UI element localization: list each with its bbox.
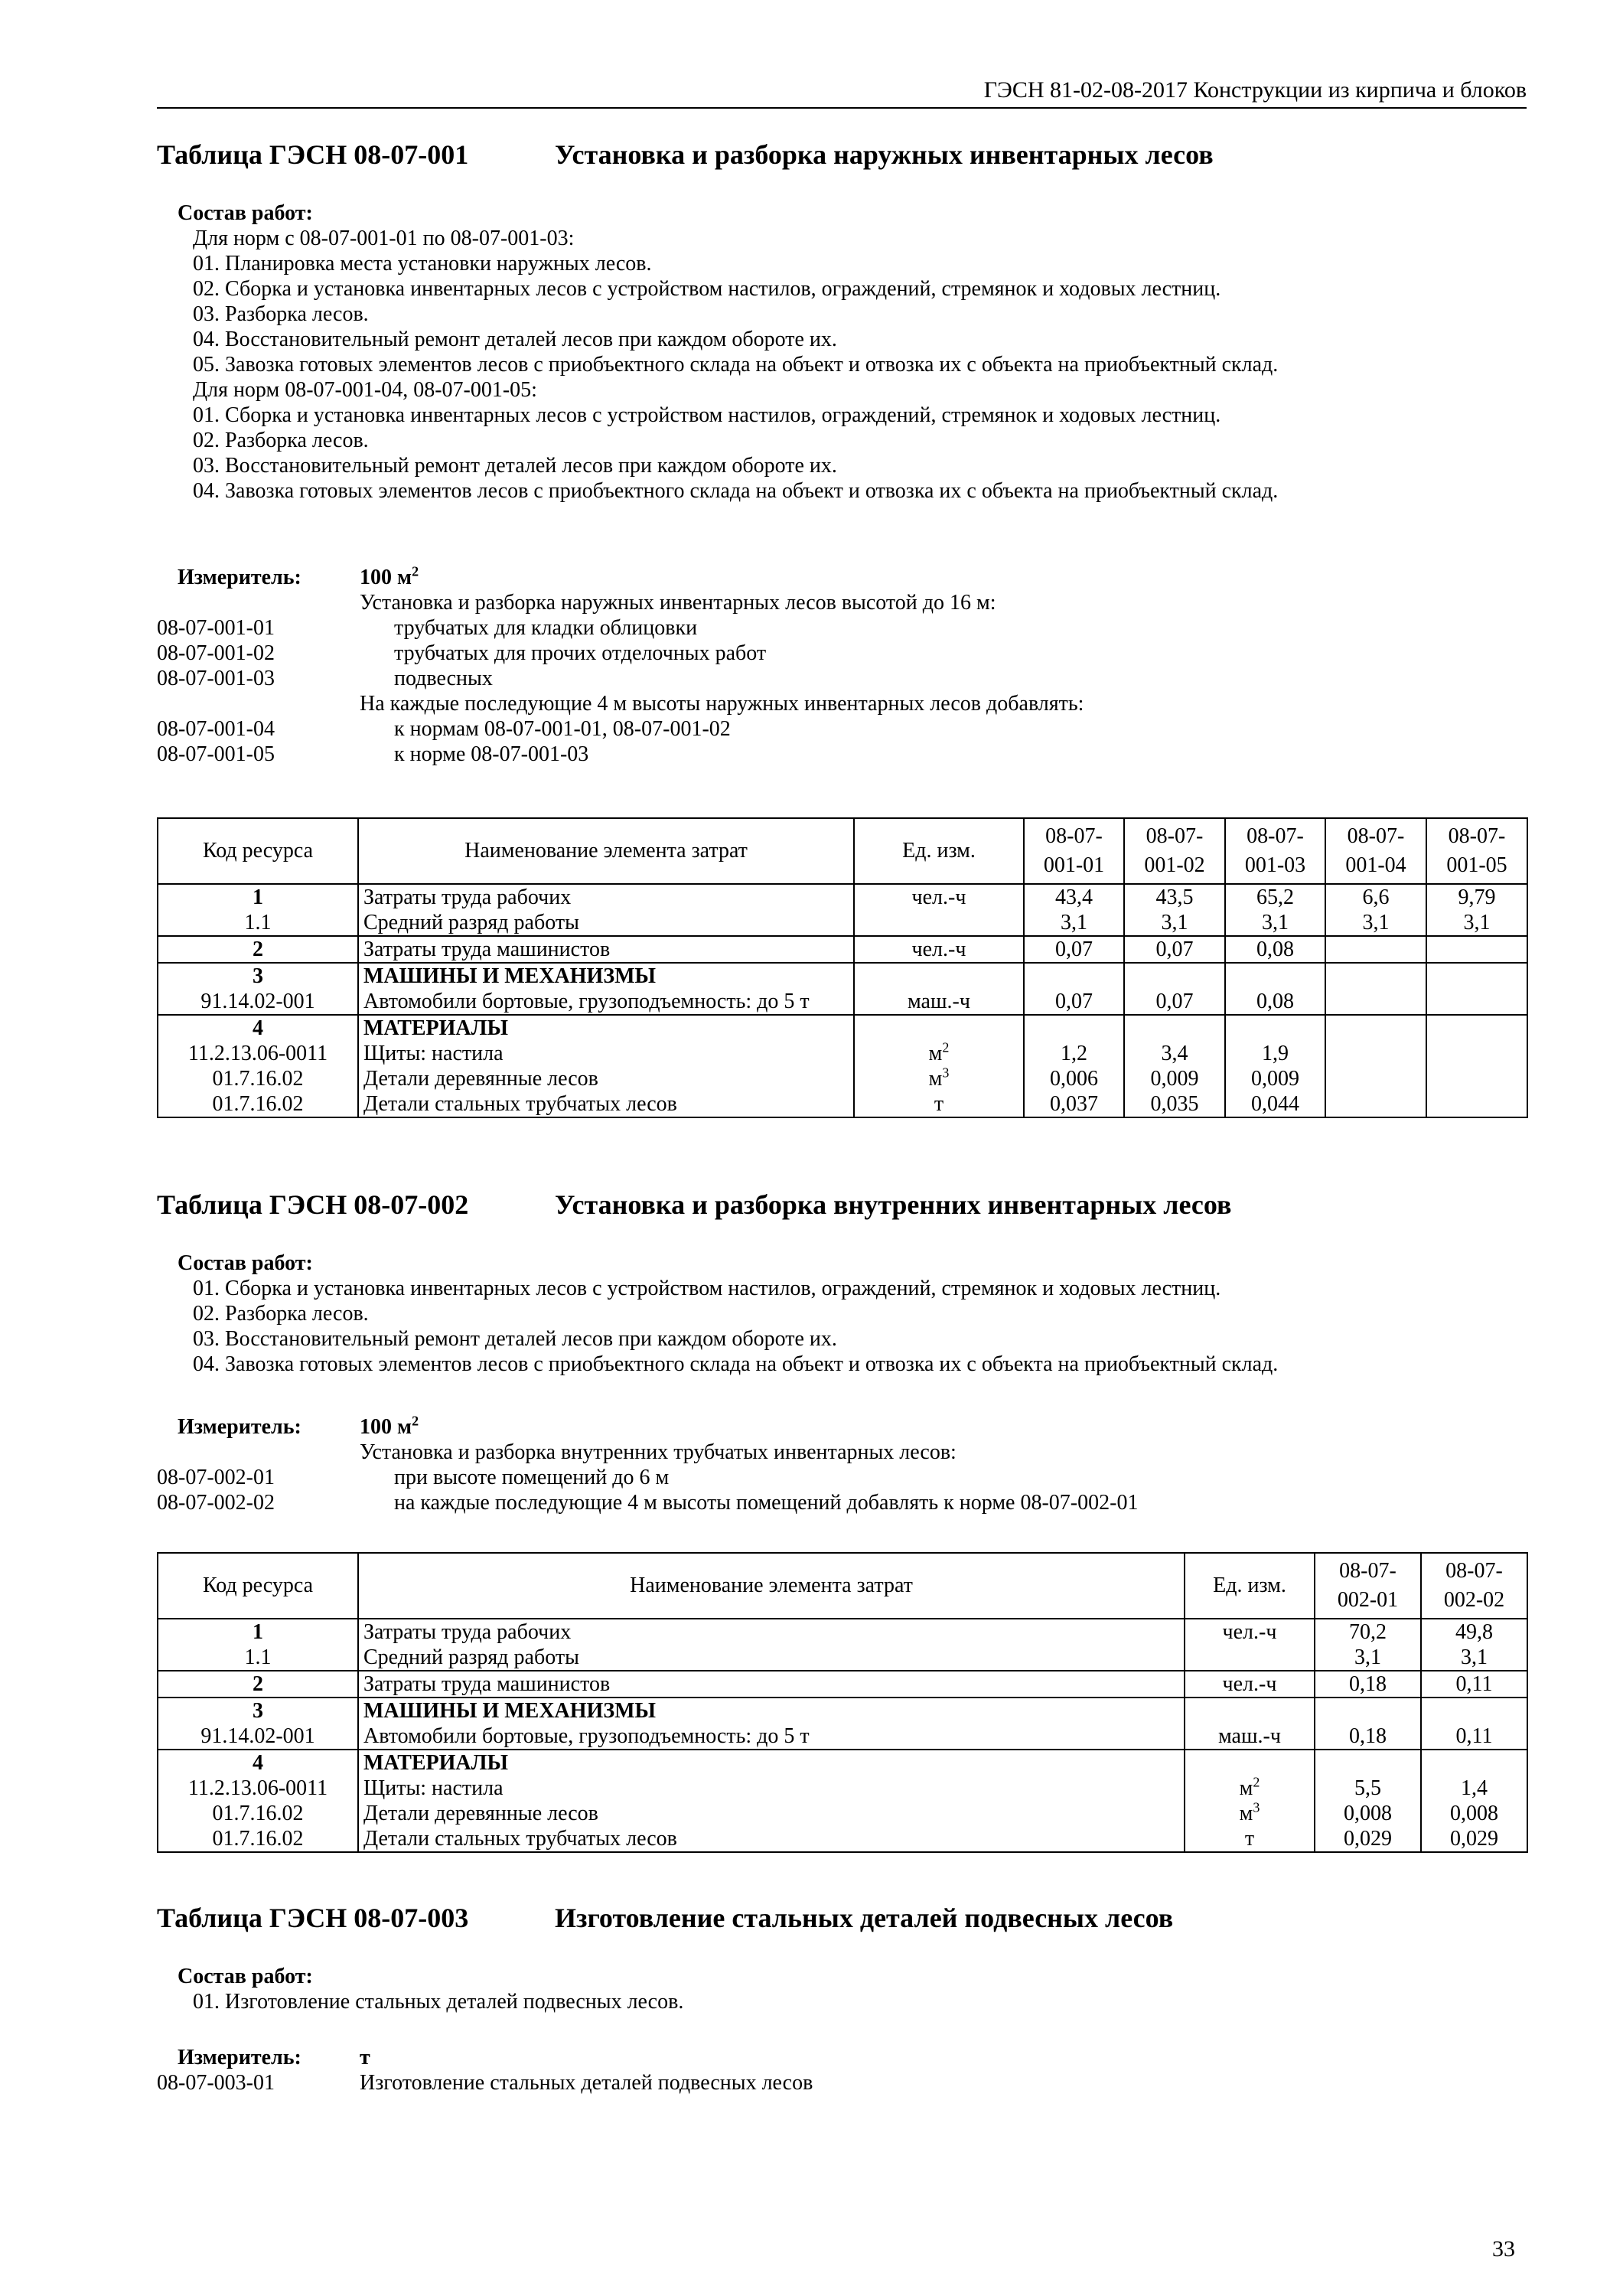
norm-row xyxy=(157,666,1527,691)
norm-code xyxy=(157,590,360,615)
unit-exponent: 3 xyxy=(942,1065,950,1081)
norm-value: 0,08 xyxy=(1225,989,1325,1015)
unit-exponent: 2 xyxy=(942,1039,950,1055)
table-row xyxy=(158,1645,1527,1671)
measure-label: Измеритель: xyxy=(178,566,301,589)
norm-value: 0,035 xyxy=(1124,1091,1225,1117)
resource-code: 1.1 xyxy=(158,910,358,936)
resource-unit: чел.-ч xyxy=(1185,1619,1315,1645)
norm-value xyxy=(1325,936,1426,963)
norm-text: Установка и разборка внутренних трубчатых инвентарных лесов: xyxy=(360,1440,957,1464)
resource-code: 01.7.16.02 xyxy=(158,1801,358,1826)
resource-code: 01.7.16.02 xyxy=(158,1091,358,1117)
work-line: 02. Разборка лесов. xyxy=(193,429,369,452)
norm-value: 3,4 xyxy=(1124,1041,1225,1066)
norm-text: На каждые последующие 4 м высоты наружных инвентарных лесов добавлять: xyxy=(360,692,1084,716)
work-line: 04. Завозка готовых элементов лесов с приобъектного склада на объект и отвозка их с объекта на приобъектный склад. xyxy=(193,479,1279,503)
resource-name: Детали стальных трубчатых лесов xyxy=(358,1091,854,1117)
table-row xyxy=(158,1724,1527,1750)
norm-value xyxy=(1426,1091,1527,1117)
norm-code: 08-07-001-01 xyxy=(157,616,275,640)
table-title-3 xyxy=(157,1901,1173,1935)
resource-unit xyxy=(854,910,1024,936)
table-header-row xyxy=(158,1553,1527,1619)
table-title-1 xyxy=(157,138,1214,171)
work-line: 02. Разборка лесов. xyxy=(193,1302,369,1326)
resource-code: 91.14.02-001 xyxy=(158,1724,358,1750)
norm-value: 5,5 xyxy=(1315,1776,1421,1801)
resource-code: 11.2.13.06-0011 xyxy=(158,1776,358,1801)
norm-text: к нормам 08-07-001-01, 08-07-001-02 xyxy=(394,717,731,741)
table-number: Таблица ГЭСН 08-07-001 xyxy=(157,139,469,170)
column-header-norm: 08-07- 002-01 xyxy=(1315,1553,1421,1619)
work-line: 01. Изготовление стальных деталей подвесных лесов. xyxy=(193,1990,684,2014)
norm-value: 43,5 xyxy=(1124,884,1225,910)
work-line: 03. Восстановительный ремонт деталей лесов при каждом обороте их. xyxy=(193,1327,837,1351)
norm-row xyxy=(157,615,1527,641)
measure-block-2 xyxy=(157,1414,1527,1515)
resource-unit xyxy=(1185,1750,1315,1776)
norm-code: 08-07-002-01 xyxy=(157,1466,275,1489)
resource-name: Средний разряд работы xyxy=(358,910,854,936)
norm-value: 0,029 xyxy=(1421,1826,1527,1852)
norm-text: Установка и разборка наружных инвентарных лесов высотой до 16 м: xyxy=(360,591,996,615)
table-number: Таблица ГЭСН 08-07-003 xyxy=(157,1903,469,1933)
measure-block-3 xyxy=(157,2045,1527,2095)
measure-block-1 xyxy=(157,565,1527,767)
norm-value: 0,006 xyxy=(1024,1066,1124,1091)
column-header-norm: 08-07- 002-02 xyxy=(1421,1553,1527,1619)
resource-name: Детали деревянные лесов xyxy=(358,1066,854,1091)
resource-table-2 xyxy=(157,1552,1528,1853)
norm-value: 3,1 xyxy=(1426,910,1527,936)
work-line: 04. Восстановительный ремонт деталей лесов при каждом обороте их. xyxy=(193,328,837,351)
norm-value: 3,1 xyxy=(1024,910,1124,936)
norm-value xyxy=(1124,1015,1225,1041)
work-line: 04. Завозка готовых элементов лесов с приобъектного склада на объект и отвозка их с объекта на приобъектный склад. xyxy=(193,1352,1279,1376)
norm-list xyxy=(157,1440,1527,1515)
work-lines xyxy=(157,1276,1527,1377)
table-row xyxy=(158,1015,1527,1041)
work-line: Для норм 08-07-001-04, 08-07-001-05: xyxy=(193,378,537,402)
resource-code: 11.2.13.06-0011 xyxy=(158,1041,358,1066)
table-row xyxy=(158,963,1527,989)
norm-value xyxy=(1421,1698,1527,1724)
work-line: 02. Сборка и установка инвентарных лесов с устройством настилов, ограждений, стремянок и ходовых лестниц. xyxy=(193,277,1221,301)
norm-row xyxy=(157,1465,1527,1490)
norm-value xyxy=(1426,1015,1527,1041)
resource-unit: $м^2$ xyxy=(1185,1776,1315,1801)
norm-value: 0,07 xyxy=(1124,989,1225,1015)
norm-row xyxy=(157,2070,1527,2095)
table-row xyxy=(158,936,1527,963)
work-label: Состав работ: xyxy=(178,1965,313,1988)
resource-unit: маш.-ч xyxy=(1185,1724,1315,1750)
table-row xyxy=(158,1698,1527,1724)
work-line: 03. Восстановительный ремонт деталей лесов при каждом обороте их. xyxy=(193,454,837,478)
unit-exponent: 2 xyxy=(1253,1774,1260,1790)
norm-value xyxy=(1426,1041,1527,1066)
norm-text: при высоте помещений до 6 м xyxy=(394,1466,670,1489)
resource-code: 1 xyxy=(158,1619,358,1645)
norm-value: 0,009 xyxy=(1225,1066,1325,1091)
column-header-code: Код ресурса xyxy=(158,818,358,884)
norm-value: 3,1 xyxy=(1225,910,1325,936)
resource-unit xyxy=(1185,1698,1315,1724)
resource-code: 4 xyxy=(158,1750,358,1776)
norm-text: к норме 08-07-001-03 xyxy=(394,742,589,766)
work-line: 05. Завозка готовых элементов лесов с приобъектного склада на объект и отвозка их с объекта на приобъектный склад. xyxy=(193,353,1279,377)
table-header-row xyxy=(158,818,1527,884)
norm-text: трубчатых для кладки облицовки xyxy=(394,616,698,640)
resource-name: МАТЕРИАЛЫ xyxy=(358,1015,854,1041)
norm-value: 3,1 xyxy=(1421,1645,1527,1671)
resource-unit xyxy=(854,1015,1024,1041)
measure-unit: т xyxy=(360,2046,370,2069)
resource-name: Автомобили бортовые, грузоподъемность: до 5 т xyxy=(358,1724,1185,1750)
resource-code: 3 xyxy=(158,1698,358,1724)
resource-unit: т xyxy=(854,1091,1024,1117)
norm-value xyxy=(1124,963,1225,989)
table-row xyxy=(158,884,1527,910)
unit-exponent: 3 xyxy=(1253,1799,1260,1815)
work-composition-1 xyxy=(157,201,1527,504)
norm-value: 0,18 xyxy=(1315,1724,1421,1750)
norm-value: 0,08 xyxy=(1225,936,1325,963)
norm-value: 0,11 xyxy=(1421,1724,1527,1750)
norm-value xyxy=(1225,1015,1325,1041)
norm-value xyxy=(1325,1066,1426,1091)
resource-code: 01.7.16.02 xyxy=(158,1066,358,1091)
table-number: Таблица ГЭСН 08-07-002 xyxy=(157,1189,469,1220)
work-line: 03. Разборка лесов. xyxy=(193,302,369,326)
resource-table-1 xyxy=(157,817,1528,1118)
resource-code: 3 xyxy=(158,963,358,989)
norm-value: 0,009 xyxy=(1124,1066,1225,1091)
page-number: 33 xyxy=(1492,2236,1515,2262)
resource-name: Затраты труда машинистов xyxy=(358,936,854,963)
norm-value xyxy=(1325,989,1426,1015)
norm-value: 0,07 xyxy=(1024,989,1124,1015)
resource-unit: чел.-ч xyxy=(854,884,1024,910)
norm-row xyxy=(157,742,1527,767)
norm-code xyxy=(157,691,360,716)
table-row xyxy=(158,1066,1527,1091)
resource-code: 2 xyxy=(158,936,358,963)
norm-value: 1,9 xyxy=(1225,1041,1325,1066)
resource-name: МАШИНЫ И МЕХАНИЗМЫ xyxy=(358,963,854,989)
norm-value xyxy=(1315,1750,1421,1776)
resource-unit: маш.-ч xyxy=(854,989,1024,1015)
table-row xyxy=(158,1750,1527,1776)
norm-value: 43,4 xyxy=(1024,884,1124,910)
norm-value: 0,11 xyxy=(1421,1671,1527,1698)
table-row xyxy=(158,910,1527,936)
table-row xyxy=(158,1801,1527,1826)
norm-row xyxy=(157,1440,1527,1465)
norm-text: трубчатых для прочих отделочных работ xyxy=(394,641,767,665)
work-label: Состав работ: xyxy=(178,201,313,225)
table-title-2 xyxy=(157,1188,1231,1221)
resource-name: Автомобили бортовые, грузоподъемность: до 5 т xyxy=(358,989,854,1015)
norm-code: 08-07-001-05 xyxy=(157,742,275,766)
norm-value xyxy=(1426,963,1527,989)
norm-code xyxy=(157,1440,360,1465)
norm-value: 1,2 xyxy=(1024,1041,1124,1066)
column-header-name: Наименование элемента затрат xyxy=(358,818,854,884)
work-line: 01. Сборка и установка инвентарных лесов с устройством настилов, ограждений, стремянок и ходовых лестниц. xyxy=(193,403,1221,427)
resource-code: 1.1 xyxy=(158,1645,358,1671)
measure-label: Измеритель: xyxy=(178,1415,301,1439)
table-row xyxy=(158,989,1527,1015)
norm-value: 1,4 xyxy=(1421,1776,1527,1801)
column-header-name: Наименование элемента затрат xyxy=(358,1553,1185,1619)
table-caption: Установка и разборка наружных инвентарных лесов xyxy=(555,139,1214,170)
norm-value: 3,1 xyxy=(1124,910,1225,936)
resource-name: Средний разряд работы xyxy=(358,1645,1185,1671)
table-row xyxy=(158,1041,1527,1066)
norm-list xyxy=(157,2070,1527,2095)
resource-code: 1 xyxy=(158,884,358,910)
resource-unit: чел.-ч xyxy=(854,936,1024,963)
work-composition-3 xyxy=(157,1964,1527,2014)
norm-row xyxy=(157,716,1527,742)
work-line: 01. Планировка места установки наружных лесов. xyxy=(193,252,652,276)
column-header-norm: 08-07- 001-04 xyxy=(1325,818,1426,884)
norm-value xyxy=(1421,1750,1527,1776)
resource-name: Затраты труда машинистов xyxy=(358,1671,1185,1698)
table-caption: Изготовление стальных деталей подвесных лесов xyxy=(555,1903,1174,1933)
work-composition-2 xyxy=(157,1251,1527,1377)
resource-code: 4 xyxy=(158,1015,358,1041)
table-row xyxy=(158,1619,1527,1645)
norm-value xyxy=(1426,1066,1527,1091)
resource-unit: чел.-ч xyxy=(1185,1671,1315,1698)
resource-unit: $м^3$ xyxy=(854,1066,1024,1091)
resource-code: 01.7.16.02 xyxy=(158,1826,358,1852)
resource-unit xyxy=(1185,1645,1315,1671)
resource-name: Затраты труда рабочих xyxy=(358,1619,1185,1645)
measure-unit: 100 $м^2$ xyxy=(360,563,419,589)
norm-code: 08-07-001-02 xyxy=(157,641,275,665)
norm-value xyxy=(1325,1041,1426,1066)
column-header-norm: 08-07- 001-03 xyxy=(1225,818,1325,884)
norm-value: 0,029 xyxy=(1315,1826,1421,1852)
norm-value: 0,008 xyxy=(1421,1801,1527,1826)
norm-value xyxy=(1325,1091,1426,1117)
column-header-norm: 08-07- 001-05 xyxy=(1426,818,1527,884)
column-header-code: Код ресурса xyxy=(158,1553,358,1619)
norm-value: 0,07 xyxy=(1124,936,1225,963)
norm-list xyxy=(157,590,1527,767)
norm-value xyxy=(1325,1015,1426,1041)
norm-text: подвесных xyxy=(394,667,493,690)
norm-value: 65,2 xyxy=(1225,884,1325,910)
norm-row xyxy=(157,691,1527,716)
resource-unit xyxy=(854,963,1024,989)
norm-text: Изготовление стальных деталей подвесных лесов xyxy=(360,2071,813,2095)
norm-value xyxy=(1024,963,1124,989)
column-header-unit: Ед. изм. xyxy=(1185,1553,1315,1619)
norm-value: 3,1 xyxy=(1325,910,1426,936)
norm-value: 0,18 xyxy=(1315,1671,1421,1698)
measure-unit: 100 $м^2$ xyxy=(360,1413,419,1439)
norm-value: 0,008 xyxy=(1315,1801,1421,1826)
work-label: Состав работ: xyxy=(178,1251,313,1275)
norm-code: 08-07-001-04 xyxy=(157,717,275,741)
norm-code: 08-07-003-01 xyxy=(157,2071,275,2095)
table-row xyxy=(158,1826,1527,1852)
norm-value xyxy=(1024,1015,1124,1041)
norm-value: 49,8 xyxy=(1421,1619,1527,1645)
resource-name: Затраты труда рабочих xyxy=(358,884,854,910)
norm-value: 3,1 xyxy=(1315,1645,1421,1671)
table-row xyxy=(158,1671,1527,1698)
work-lines xyxy=(157,1989,1527,2014)
resource-unit: $м^3$ xyxy=(1185,1801,1315,1826)
norm-text: на каждые последующие 4 м высоты помещений добавлять к норме 08-07-002-01 xyxy=(394,1491,1139,1515)
column-header-unit: Ед. изм. xyxy=(854,818,1024,884)
resource-name: Детали стальных трубчатых лесов xyxy=(358,1826,1185,1852)
norm-code: 08-07-001-03 xyxy=(157,667,275,690)
norm-row xyxy=(157,590,1527,615)
norm-value: 6,6 xyxy=(1325,884,1426,910)
norm-value xyxy=(1315,1698,1421,1724)
resource-code: 91.14.02-001 xyxy=(158,989,358,1015)
resource-name: Щиты: настила xyxy=(358,1776,1185,1801)
table-row xyxy=(158,1776,1527,1801)
running-header: ГЭСН 81-02-08-2017 Конструкции из кирпича и блоков xyxy=(157,75,1527,109)
work-lines xyxy=(157,226,1527,504)
table-caption: Установка и разборка внутренних инвентарных лесов xyxy=(555,1189,1232,1220)
norm-value: 9,79 xyxy=(1426,884,1527,910)
norm-value xyxy=(1325,963,1426,989)
work-line: 01. Сборка и установка инвентарных лесов с устройством настилов, ограждений, стремянок и ходовых лестниц. xyxy=(193,1277,1221,1300)
resource-name: МАШИНЫ И МЕХАНИЗМЫ xyxy=(358,1698,1185,1724)
resource-unit: $м^2$ xyxy=(854,1041,1024,1066)
resource-code: 2 xyxy=(158,1671,358,1698)
norm-code: 08-07-002-02 xyxy=(157,1491,275,1515)
norm-value xyxy=(1426,936,1527,963)
measure-label: Измеритель: xyxy=(178,2046,301,2069)
norm-row xyxy=(157,641,1527,666)
norm-value xyxy=(1426,989,1527,1015)
resource-name: Детали деревянные лесов xyxy=(358,1801,1185,1826)
norm-row xyxy=(157,1490,1527,1515)
work-line: Для норм с 08-07-001-01 по 08-07-001-03: xyxy=(193,227,575,250)
resource-name: МАТЕРИАЛЫ xyxy=(358,1750,1185,1776)
norm-value: 0,037 xyxy=(1024,1091,1124,1117)
norm-value xyxy=(1225,963,1325,989)
column-header-norm: 08-07- 001-01 xyxy=(1024,818,1124,884)
resource-unit: т xyxy=(1185,1826,1315,1852)
norm-value: 70,2 xyxy=(1315,1619,1421,1645)
table-row xyxy=(158,1091,1527,1117)
column-header-norm: 08-07- 001-02 xyxy=(1124,818,1225,884)
resource-name: Щиты: настила xyxy=(358,1041,854,1066)
norm-value: 0,07 xyxy=(1024,936,1124,963)
norm-value: 0,044 xyxy=(1225,1091,1325,1117)
